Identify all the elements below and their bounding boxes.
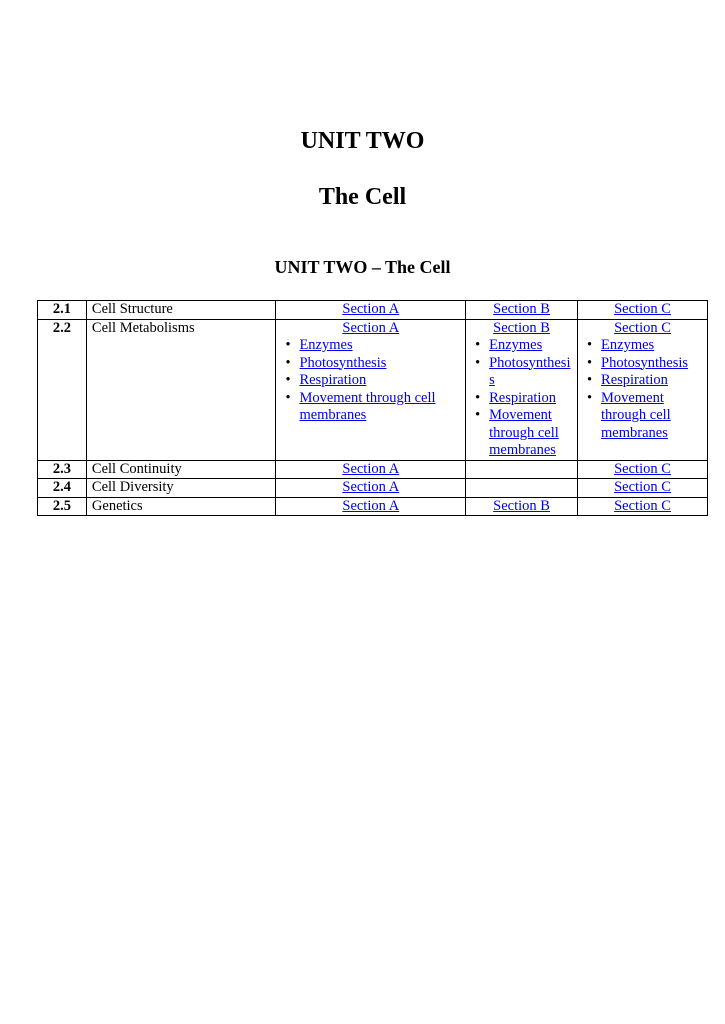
table-row: [38, 479, 708, 498]
list-item: [583, 355, 702, 373]
list-item: [583, 372, 702, 390]
section-c-link[interactable]: Section C: [614, 301, 671, 317]
section-c-link[interactable]: Section C: [614, 460, 671, 477]
list-item: [471, 390, 572, 408]
row-topic: Cell Structure: [86, 301, 276, 320]
section-b-link[interactable]: Section B: [493, 497, 550, 514]
list-item: [281, 390, 460, 425]
list-item: [583, 390, 702, 443]
row-topic: Cell Continuity: [86, 460, 276, 479]
topic-list: [281, 337, 460, 425]
section-c-link[interactable]: Section C: [614, 479, 671, 495]
photosynthesis-link[interactable]: Photosynthesis: [299, 354, 387, 371]
row-topic: Cell Diversity: [86, 479, 276, 498]
list-item: [471, 337, 572, 355]
list-item: [281, 355, 460, 373]
section-a-link[interactable]: Section A: [342, 460, 400, 477]
page-title: UNIT TWO: [300, 128, 425, 154]
photosynthesis-link[interactable]: Photosynthesis: [489, 354, 571, 388]
table-row: [38, 497, 708, 516]
row-number: 2.3: [38, 460, 87, 479]
row-number: 2.4: [38, 479, 87, 498]
row-number: 2.1: [38, 301, 87, 320]
section-c-link[interactable]: Section C: [614, 497, 671, 514]
section-a-link[interactable]: Section A: [342, 497, 400, 514]
topic-list: [583, 337, 702, 442]
photosynthesis-link[interactable]: Photosynthesis: [601, 354, 689, 371]
section-c-link[interactable]: Section C: [614, 319, 671, 336]
respiration-link[interactable]: Respiration: [299, 372, 367, 388]
enzymes-link[interactable]: Enzymes: [299, 337, 353, 353]
respiration-link[interactable]: Respiration: [601, 372, 668, 388]
row-topic: Genetics: [86, 497, 276, 516]
table-row: [38, 301, 708, 320]
section-b-link[interactable]: Section B: [493, 319, 550, 336]
row-topic: Cell Metabolisms: [86, 319, 276, 460]
list-item: [281, 372, 460, 390]
list-item: [471, 407, 572, 460]
respiration-link[interactable]: Respiration: [489, 389, 556, 406]
list-item: [583, 337, 702, 355]
row-number: 2.2: [38, 319, 87, 460]
list-item: [281, 337, 460, 355]
movement-link[interactable]: Movement through cell membranes: [489, 407, 559, 458]
section-a-link[interactable]: Section A: [342, 479, 400, 495]
section-b-link[interactable]: Section B: [493, 301, 550, 317]
section-a-link[interactable]: Section A: [342, 301, 400, 317]
row-number: 2.5: [38, 497, 87, 516]
enzymes-link[interactable]: Enzymes: [601, 337, 655, 353]
section-a-link[interactable]: Section A: [342, 319, 400, 336]
table-row: [38, 319, 708, 460]
topic-list: [471, 337, 572, 460]
table-heading: UNIT TWO – The Cell: [274, 257, 451, 277]
page-subtitle: The Cell: [318, 184, 407, 210]
table-row: [38, 460, 708, 479]
enzymes-link[interactable]: Enzymes: [489, 337, 543, 353]
movement-link[interactable]: Movement through cell membranes: [601, 389, 671, 441]
movement-link[interactable]: Movement through cell membranes: [299, 389, 436, 423]
list-item: [471, 355, 572, 390]
unit-table: [37, 300, 708, 516]
